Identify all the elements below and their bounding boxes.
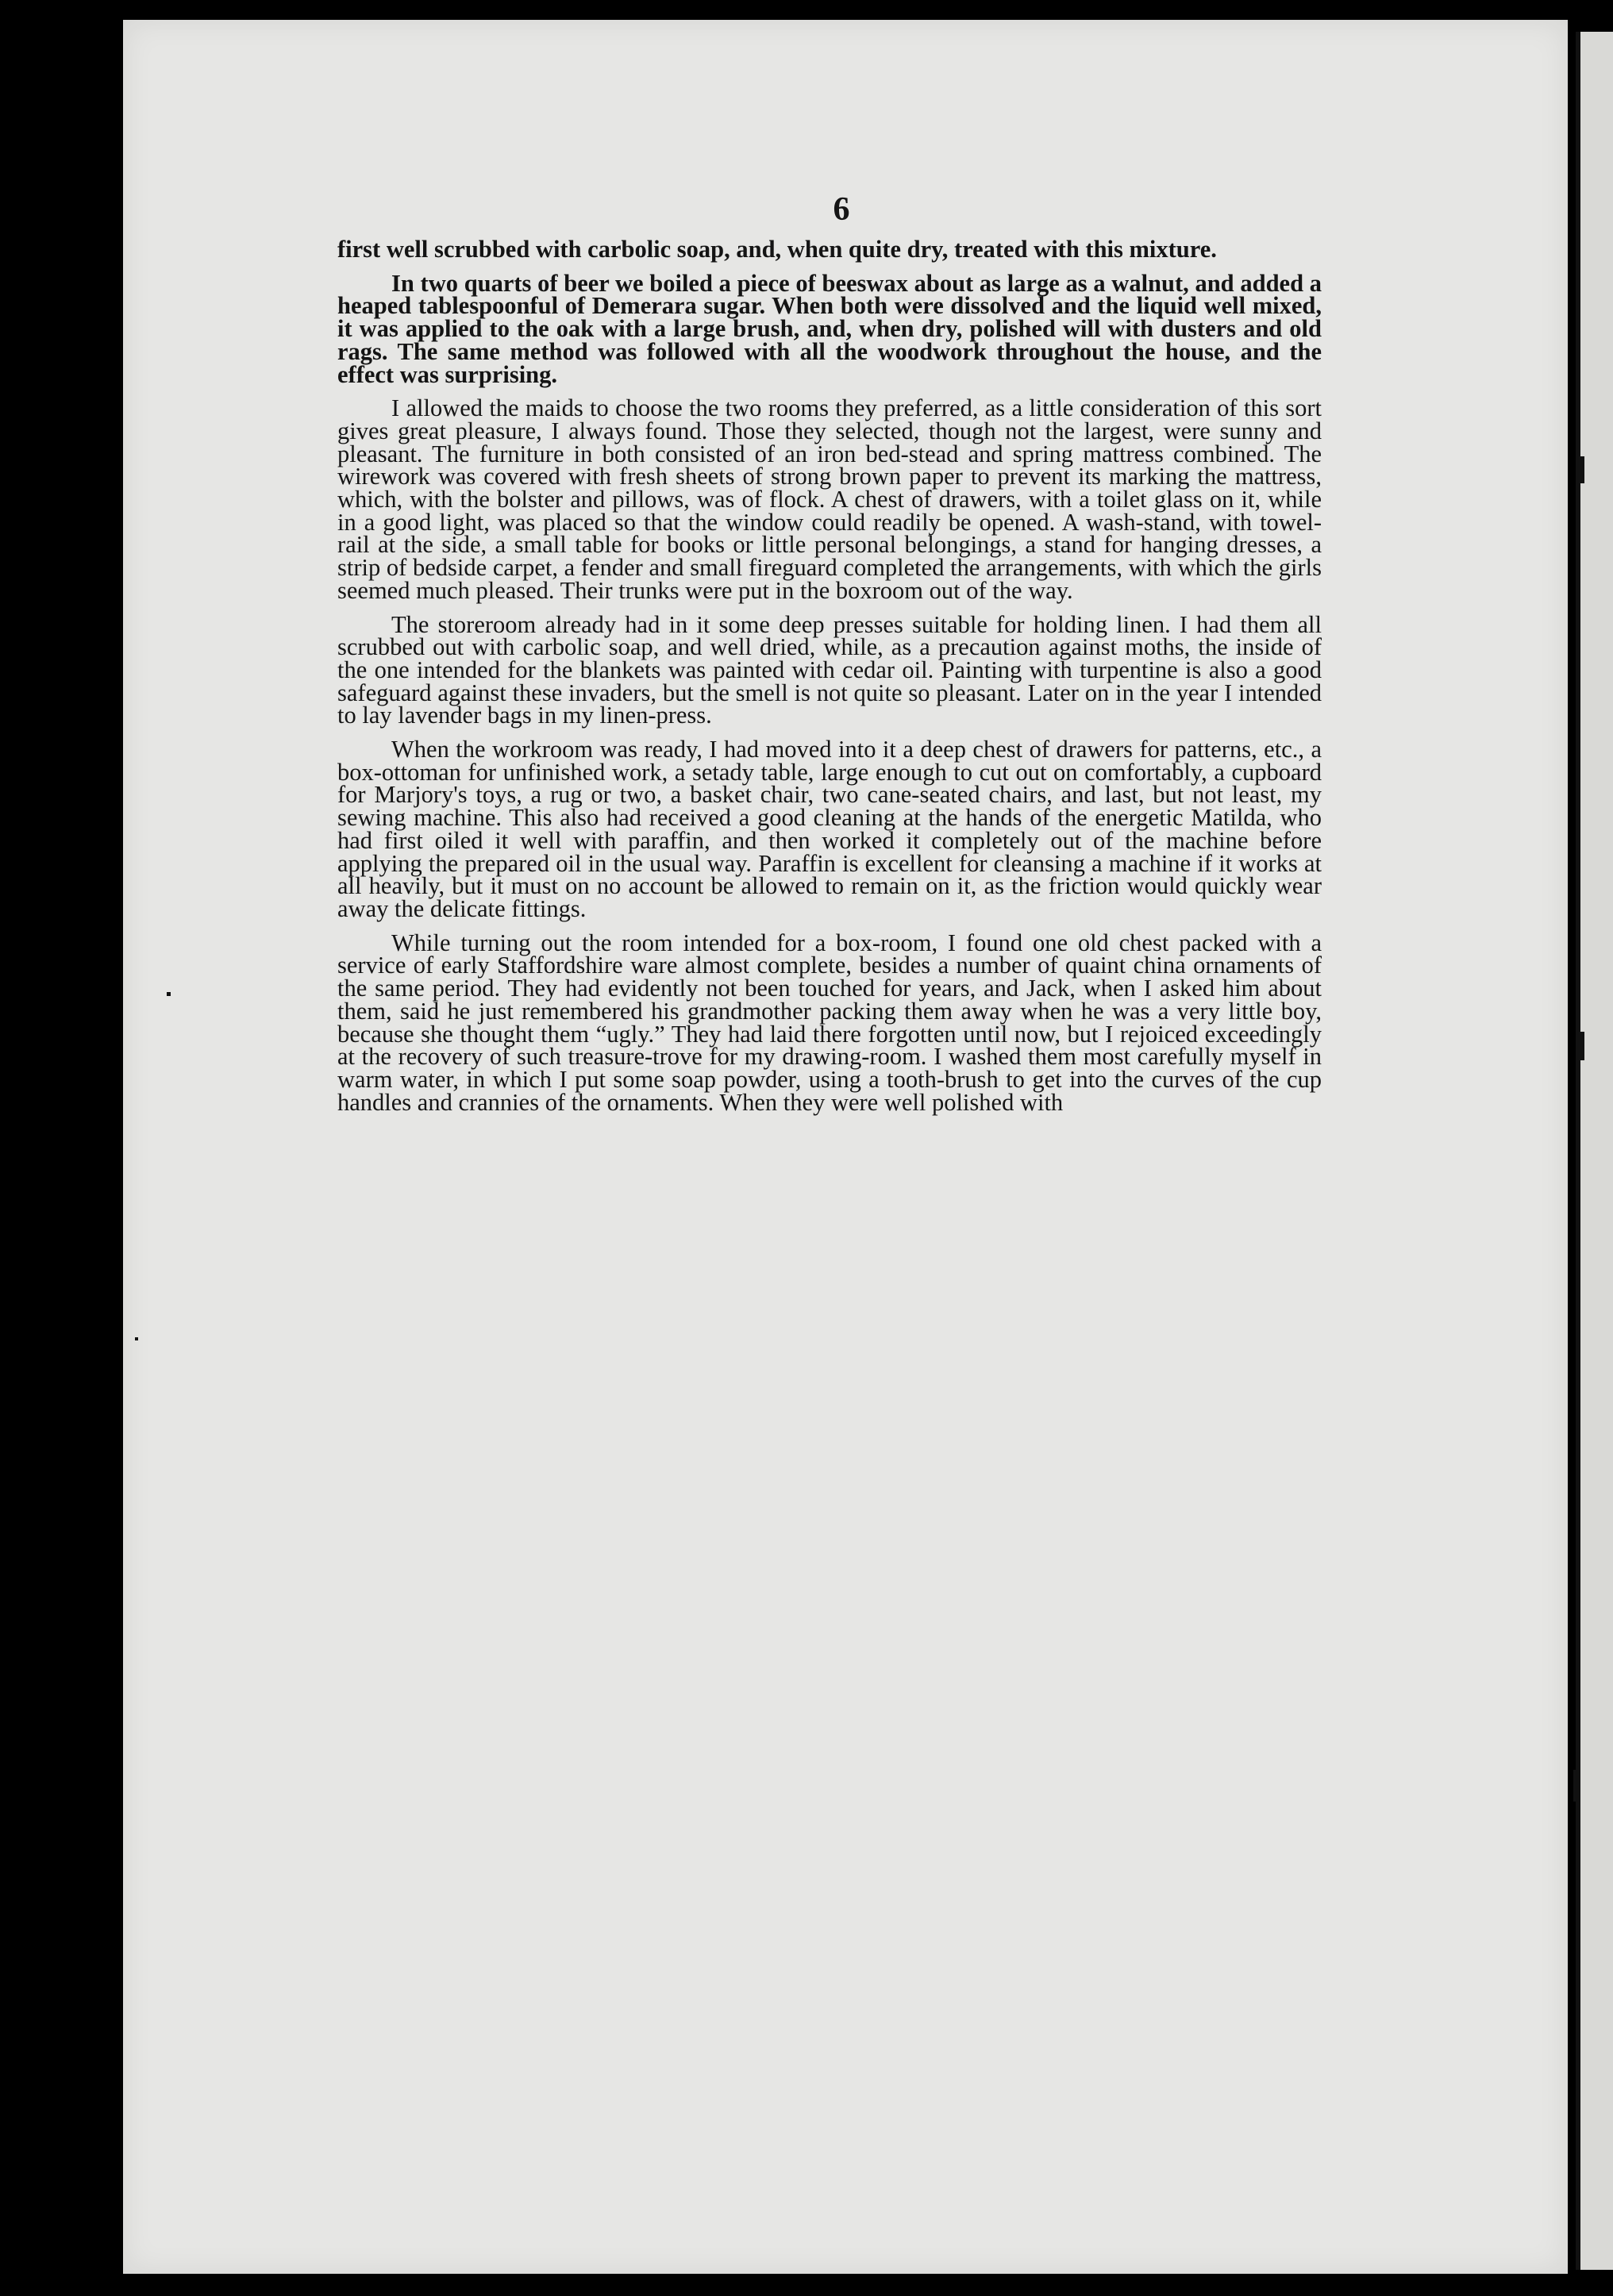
page-number: 6 <box>833 191 850 228</box>
binding-mark <box>1580 456 1584 483</box>
binding-mark <box>1573 1770 1579 1802</box>
binding-mark <box>1580 1032 1584 1060</box>
adjacent-page-edge <box>1576 32 1613 2270</box>
paragraph: While turning out the room intended for a box-room, I found one old chest packed with a service of early Staffordshire ware almost complete, besides a number of quaint china ornaments of the same period. They had evidently not been touched for years, and Jack, when I asked him about them, said he just remembered his grandmother packing them away when he was a very little boy, because she thought them “ugly.” They had laid there forgotten until now, but I rejoiced exceedingly at the recovery of such treasure-trove for my drawing-room. I washed them most carefully myself in warm water, in which I put some soap powder, using a tooth-brush to get into the curves of the cup handles and crannies of the ornaments. When they were well polished with <box>337 929 1322 1116</box>
paragraph: In two quarts of beer we boiled a piece of beeswax about as large as a walnut, and added a heaped tablespoonful of Demerara sugar. When both were dissolved and the liquid well mixed, it was applied to the oak with a large brush, and, when dry, polished will with dusters and old rags. The same method was followed with all the woodwork throughout the house, and the effect was surprising. <box>337 269 1322 388</box>
scan-speck <box>135 1337 138 1340</box>
body-text <box>337 238 1322 1125</box>
paragraph: The storeroom already had in it some deep presses suitable for holding linen. I had them all scrubbed out with carbolic soap, and well dried, while, as a precaution against moths, the inside of the one intended for the blankets was painted with cedar oil. Painting with turpentine is also a good safeguard against these invaders, but the smell is not quite so pleasant. Later on in the year I intended to lay lavender bags in my linen-press. <box>337 610 1322 729</box>
scan-speck <box>167 992 171 996</box>
paragraph: first well scrubbed with carbolic soap, and, when quite dry, treated with this mixture. <box>337 236 1217 263</box>
paragraph: When the workroom was ready, I had moved into it a deep chest of drawers for patterns, etc., a box-ottoman for unfinished work, a setady table, large enough to cut out on comfortably, a cupboard for Marjory's toys, a rug or two, a basket chair, two cane-seated chairs, and last, but not least, my sewing machine. This also had received a good cleaning at the hands of the energetic Matilda, who had first oiled it well with paraffin, and then worked it completely out of the machine before applying the prepared oil in the usual way. Paraffin is excellent for cleansing a machine if it works at all heavily, but it must on no account be allowed to remain on it, as the friction would quickly wear away the delicate fittings. <box>337 736 1322 922</box>
paragraph: I allowed the maids to choose the two rooms they preferred, as a little consideration of this sort gives great pleasure, I always found. Those they selected, though not the largest, were sunny and pleasant. The furniture in both consisted of an iron bed-stead and spring mattress combined. The wirework was covered with fresh sheets of strong brown paper to prevent its marking the mattress, which, with the bolster and pillows, was of flock. A chest of drawers, with a toilet glass on it, while in a good light, was placed so that the window could readily be opened. A wash-stand, with towel-rail at the side, a small table for books or little personal belongings, a stand for hanging dresses, a strip of bedside carpet, a fender and small fireguard completed the arrangements, with which the girls seemed much pleased. Their trunks were put in the boxroom out of the way. <box>337 394 1322 604</box>
